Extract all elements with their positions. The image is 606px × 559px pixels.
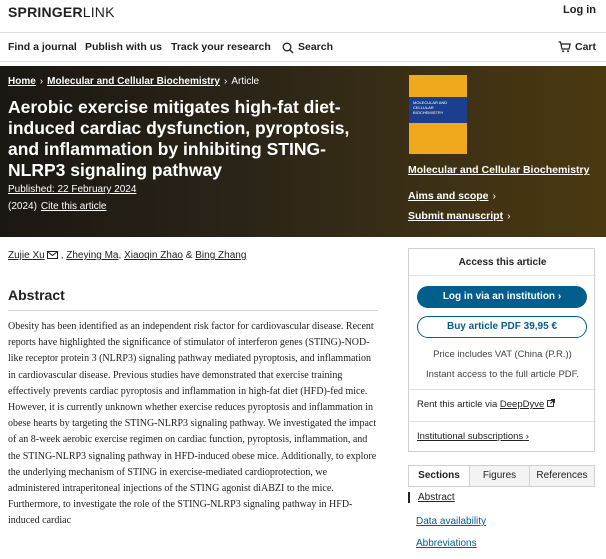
login-institution-button[interactable] [417,286,587,308]
author-link[interactable]: Bing Zhang [195,250,247,261]
deepdyve-link[interactable]: DeepDyve [499,399,545,410]
journal-cover-image[interactable] [409,75,467,154]
section-link-data-availability[interactable]: Data availability [416,516,487,527]
breadcrumb-journal[interactable]: Molecular and Cellular Biochemistry [47,76,220,87]
chevron-right-icon: › [525,431,529,442]
access-heading: Access this article [458,257,547,268]
breadcrumb-home[interactable]: Home [8,76,36,87]
nav-search-button[interactable] [282,41,333,53]
article-title: Aerobic exercise mitigates high-fat diet-induced cardiac dysfunction, pyroptosis, and inflammation by inhibiting STING-NLRP3 signaling pathway [8,97,350,180]
aims-scope-label: Aims and scope [408,190,489,202]
buy-article-button[interactable]: Buy article PDF 39,95 € [417,316,587,338]
submit-manuscript-label: Submit manuscript [408,210,504,222]
vat-note: Price includes VAT (China (P.R.)) [433,349,572,360]
nav-search-label: Search [298,41,334,53]
nav-publish-with-us[interactable]: Publish with us [85,41,163,53]
login-institution-label: Log in via an institution [442,291,556,302]
brand-part2: LINK [82,4,115,20]
external-link-icon [547,399,555,407]
chevron-right-icon: › [557,291,562,302]
tab-sections[interactable]: Sections [409,466,469,486]
section-link-abstract[interactable]: Abstract [408,492,455,503]
journal-name-link[interactable]: Molecular and Cellular Biochemistry [408,164,590,176]
springer-link-logo[interactable] [8,4,115,20]
login-link[interactable]: Log in [563,4,596,16]
nav-cart-button[interactable] [575,41,596,53]
abstract-heading: Abstract [8,287,65,303]
breadcrumb [8,76,259,87]
cart-icon [558,41,571,53]
cite-this-article-link[interactable]: Cite this article [40,201,107,212]
abstract-text: Obesity has been identified as an independent risk factor for cardiovascular disease. Recent reports have highlighted the significance of stimulator of interferon genes (STING)-NOD-like receptor protein 3 (NLRP3) signaling pathway mediated pyroptosis, and inflammation in cardiovascular disease. Previous studies have demonstrated that exercise training effectively prevents cardiac pyroptosis and inflammation in high-fat diet (HFD)-fed mice. However, it is currently unknown whether exercise reduces pyroptosis and inflammation in obese hearts by targeting the STING-NLRP3 signaling pathway. We investigated the impact of an 8-week aerobic exercise regimen on cardiac function, pyroptosis, inflammation, and the STING-NLRP3 signaling pathway in HFD-induced obese mice. Additionally, to explore the underlying mechanism of STING in exercise-mediated cardioprotection, we administered intraperitoneal injections of the STING agonist diABZI to the mice. Furthermore, to investigate the role of the STING-NLRP3 signaling pathway in HFD-induced cardiac [8,321,377,527]
chevron-right-icon: › [507,210,511,222]
divider [409,389,596,390]
author-link[interactable]: Zujie Xu [8,250,45,261]
article-year: (2024) [8,201,37,212]
instant-access-note: Instant access to the full article PDF. [425,369,580,380]
section-link-abbreviations[interactable]: Abbreviations [416,538,477,549]
mail-icon[interactable] [47,251,58,259]
tab-references[interactable]: References [529,466,594,486]
nav-cart-label: Cart [574,41,596,53]
access-article-panel [408,248,595,452]
nav-track-research[interactable]: Track your research [171,41,271,53]
cover-title: MOLECULAR AND CELLULAR BIOCHEMISTRY [413,100,448,115]
author-link[interactable]: Xiaoqin Zhao [124,250,183,261]
main-nav [0,32,606,62]
published-date-link[interactable]: Published: 22 February 2024 [8,184,137,195]
rent-row [417,399,555,410]
chevron-right-icon: › [492,190,497,202]
aims-scope-link[interactable] [408,190,496,202]
brand-part1: SPRINGER [8,4,83,20]
breadcrumb-current: Article [231,76,260,87]
author-list: Zujie Xu , Zheying Ma, Xiaoqin Zhao & Bing Zhang [8,250,247,261]
article-header [0,66,606,237]
breadcrumb-separator: › [39,76,44,87]
abstract-divider [8,310,378,311]
top-bar [0,0,606,24]
sidebar-tabs [408,465,595,487]
cite-row [8,201,106,212]
divider [409,275,596,276]
tab-figures[interactable]: Figures [469,466,529,486]
search-icon [282,42,294,54]
institutional-subscriptions-link[interactable] [417,431,529,442]
breadcrumb-separator: › [223,76,228,87]
author-amp: & [185,250,193,261]
institutional-subscriptions-label: Institutional subscriptions [417,431,524,442]
submit-manuscript-link[interactable] [408,210,511,222]
divider [409,421,596,422]
nav-find-journal[interactable]: Find a journal [8,41,77,53]
rent-prefix: Rent this article via [417,399,498,410]
author-link[interactable]: Zheying Ma [66,250,119,261]
